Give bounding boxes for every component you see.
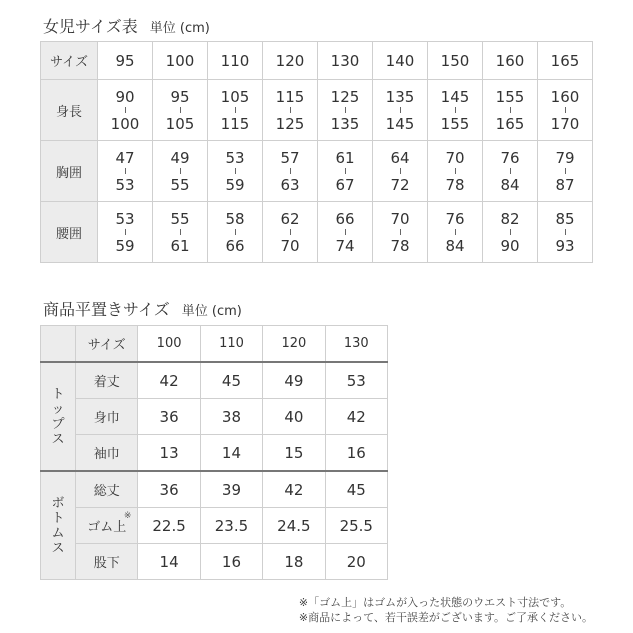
- range-high: 155: [440, 114, 470, 133]
- range-cell: [318, 141, 373, 202]
- girls-size-table: [40, 41, 593, 263]
- range-cell: [483, 202, 538, 263]
- section1-title: [43, 14, 210, 37]
- size-header-cell: 110: [200, 326, 262, 363]
- section1-unit: 単位 (cm): [149, 21, 210, 36]
- range-high: 53: [115, 175, 135, 194]
- size-header-cell: 120: [263, 326, 325, 363]
- range-high: 87: [555, 175, 575, 194]
- row-label: 腰囲: [41, 202, 98, 263]
- note-mark: ※: [123, 511, 132, 521]
- range-high: 165: [495, 114, 525, 133]
- range-low: 55: [170, 209, 190, 228]
- range-low: 53: [115, 209, 135, 228]
- range-cell: [98, 141, 153, 202]
- group-label-char: ム: [51, 525, 65, 541]
- range-low: 115: [275, 87, 305, 106]
- size-header-cell: 120: [263, 42, 318, 80]
- range-low: 49: [170, 148, 190, 167]
- measurement-row: [41, 508, 388, 544]
- range-low: 95: [170, 87, 190, 106]
- range-low: 70: [390, 209, 410, 228]
- row-label-text: ゴム上: [87, 520, 127, 535]
- section2-unit: 単位 (cm): [181, 304, 242, 319]
- row-label-text: 身巾: [93, 411, 120, 426]
- measurement-row: [41, 435, 388, 472]
- range-low: 79: [555, 148, 575, 167]
- row-label-text: 股下: [93, 556, 120, 571]
- section1-title-text: 女児サイズ表: [43, 17, 138, 36]
- range-low: 53: [225, 148, 245, 167]
- value-cell: 40: [263, 399, 325, 435]
- group-label-char: ス: [51, 540, 65, 556]
- value-cell: 16: [200, 544, 262, 580]
- range-high: 61: [170, 236, 190, 255]
- measurement-row: [41, 141, 593, 202]
- range-cell: [208, 80, 263, 141]
- size-label: サイズ: [41, 42, 98, 80]
- range-high: 63: [280, 175, 300, 194]
- size-header-cell: 160: [483, 42, 538, 80]
- range-cell: [538, 202, 593, 263]
- value-cell: 22.5: [138, 508, 200, 544]
- section2-title-text: 商品平置きサイズ: [43, 300, 170, 319]
- row-label-text: 袖巾: [93, 447, 120, 462]
- range-low: 90: [115, 87, 135, 106]
- range-cell: [318, 202, 373, 263]
- range-low: 135: [385, 87, 415, 106]
- group-label-char: ボ: [51, 495, 65, 511]
- size-header-cell: 140: [373, 42, 428, 80]
- range-low: 76: [500, 148, 520, 167]
- range-cell: [208, 141, 263, 202]
- range-high: 74: [335, 236, 355, 255]
- size-header-cell: 165: [538, 42, 593, 80]
- size-header-cell: 100: [153, 42, 208, 80]
- range-cell: [318, 80, 373, 141]
- measurement-row: [41, 202, 593, 263]
- value-cell: 13: [138, 435, 200, 472]
- range-low: 58: [225, 209, 245, 228]
- size-header-cell: 130: [325, 326, 387, 363]
- range-high: 78: [445, 175, 465, 194]
- row-label: [76, 471, 138, 508]
- range-high: 59: [115, 236, 135, 255]
- value-cell: 38: [200, 399, 262, 435]
- range-high: 115: [220, 114, 250, 133]
- group-label-char: ス: [51, 431, 65, 447]
- value-cell: 15: [263, 435, 325, 472]
- measurement-row: [41, 80, 593, 141]
- group-label-char: ト: [51, 510, 65, 526]
- range-cell: [428, 141, 483, 202]
- range-cell: [208, 202, 263, 263]
- range-high: 66: [225, 236, 245, 255]
- range-high: 145: [385, 114, 415, 133]
- row-label: [76, 362, 138, 399]
- size-header-cell: 95: [98, 42, 153, 80]
- row-label-text: 着丈: [93, 375, 120, 390]
- range-high: 125: [275, 114, 305, 133]
- range-cell: [428, 202, 483, 263]
- value-cell: 49: [263, 362, 325, 399]
- value-cell: 14: [138, 544, 200, 580]
- size-header-cell: 100: [138, 326, 200, 363]
- range-cell: [98, 202, 153, 263]
- row-label: 身長: [41, 80, 98, 141]
- value-cell: 42: [263, 471, 325, 508]
- range-cell: [373, 141, 428, 202]
- value-cell: 14: [200, 435, 262, 472]
- value-cell: 24.5: [263, 508, 325, 544]
- measurement-row: [41, 362, 388, 399]
- value-cell: 36: [138, 471, 200, 508]
- row-label: [76, 508, 138, 544]
- measurement-row: [41, 471, 388, 508]
- value-cell: 42: [325, 399, 387, 435]
- range-low: 62: [280, 209, 300, 228]
- range-high: 84: [500, 175, 520, 194]
- range-low: 70: [445, 148, 465, 167]
- range-low: 82: [500, 209, 520, 228]
- range-high: 67: [335, 175, 355, 194]
- value-cell: 20: [325, 544, 387, 580]
- size-header-row: [41, 42, 593, 80]
- range-high: 90: [500, 236, 520, 255]
- measurement-row: [41, 544, 388, 580]
- range-low: 57: [280, 148, 300, 167]
- range-low: 76: [445, 209, 465, 228]
- measurement-row: [41, 399, 388, 435]
- range-cell: [483, 80, 538, 141]
- range-cell: [538, 80, 593, 141]
- value-cell: 45: [325, 471, 387, 508]
- range-high: 55: [170, 175, 190, 194]
- range-cell: [428, 80, 483, 141]
- value-cell: 45: [200, 362, 262, 399]
- group-label-char: プ: [51, 416, 65, 432]
- range-cell: [263, 141, 318, 202]
- value-cell: 25.5: [325, 508, 387, 544]
- range-low: 61: [335, 148, 355, 167]
- row-label: [76, 544, 138, 580]
- range-low: 125: [330, 87, 360, 106]
- group-label-char: ト: [51, 386, 65, 402]
- note-2: ※商品によって、若干誤差がございます。ご了承ください。: [298, 611, 593, 624]
- size-header-cell: 130: [318, 42, 373, 80]
- product-flat-size-table: [40, 325, 388, 580]
- range-low: 85: [555, 209, 575, 228]
- range-high: 105: [165, 114, 195, 133]
- range-high: 84: [445, 236, 465, 255]
- row-label: [76, 399, 138, 435]
- range-cell: [98, 80, 153, 141]
- range-cell: [538, 141, 593, 202]
- range-low: 155: [495, 87, 525, 106]
- range-cell: [373, 202, 428, 263]
- range-high: 59: [225, 175, 245, 194]
- range-cell: [373, 80, 428, 141]
- range-cell: [263, 202, 318, 263]
- range-high: 135: [330, 114, 360, 133]
- group-label-char: ッ: [51, 401, 65, 417]
- range-high: 93: [555, 236, 575, 255]
- row-label: [76, 435, 138, 472]
- value-cell: 23.5: [200, 508, 262, 544]
- range-low: 145: [440, 87, 470, 106]
- size-label: サイズ: [76, 326, 138, 363]
- range-high: 170: [550, 114, 580, 133]
- value-cell: 36: [138, 399, 200, 435]
- row-label: 胸囲: [41, 141, 98, 202]
- range-low: 64: [390, 148, 410, 167]
- range-low: 66: [335, 209, 355, 228]
- section2-title: [43, 297, 242, 320]
- range-cell: [483, 141, 538, 202]
- note-1: ※「ゴム上」はゴムが入った状態のウエスト寸法です。: [298, 596, 572, 609]
- size-header-cell: 150: [428, 42, 483, 80]
- size-header-cell: 110: [208, 42, 263, 80]
- range-high: 72: [390, 175, 410, 194]
- row-label-text: 総丈: [93, 484, 120, 499]
- value-cell: 16: [325, 435, 387, 472]
- value-cell: 18: [263, 544, 325, 580]
- range-high: 100: [110, 114, 140, 133]
- group-label: [41, 471, 76, 580]
- range-cell: [153, 80, 208, 141]
- range-cell: [263, 80, 318, 141]
- value-cell: 39: [200, 471, 262, 508]
- value-cell: 53: [325, 362, 387, 399]
- range-cell: [153, 141, 208, 202]
- range-low: 105: [220, 87, 250, 106]
- range-cell: [153, 202, 208, 263]
- range-low: 47: [115, 148, 135, 167]
- range-high: 78: [390, 236, 410, 255]
- corner-cell: [41, 326, 76, 363]
- value-cell: 42: [138, 362, 200, 399]
- group-label: [41, 362, 76, 471]
- size-header-row: [41, 326, 388, 363]
- range-low: 160: [550, 87, 580, 106]
- notes: [299, 595, 593, 625]
- range-high: 70: [280, 236, 300, 255]
